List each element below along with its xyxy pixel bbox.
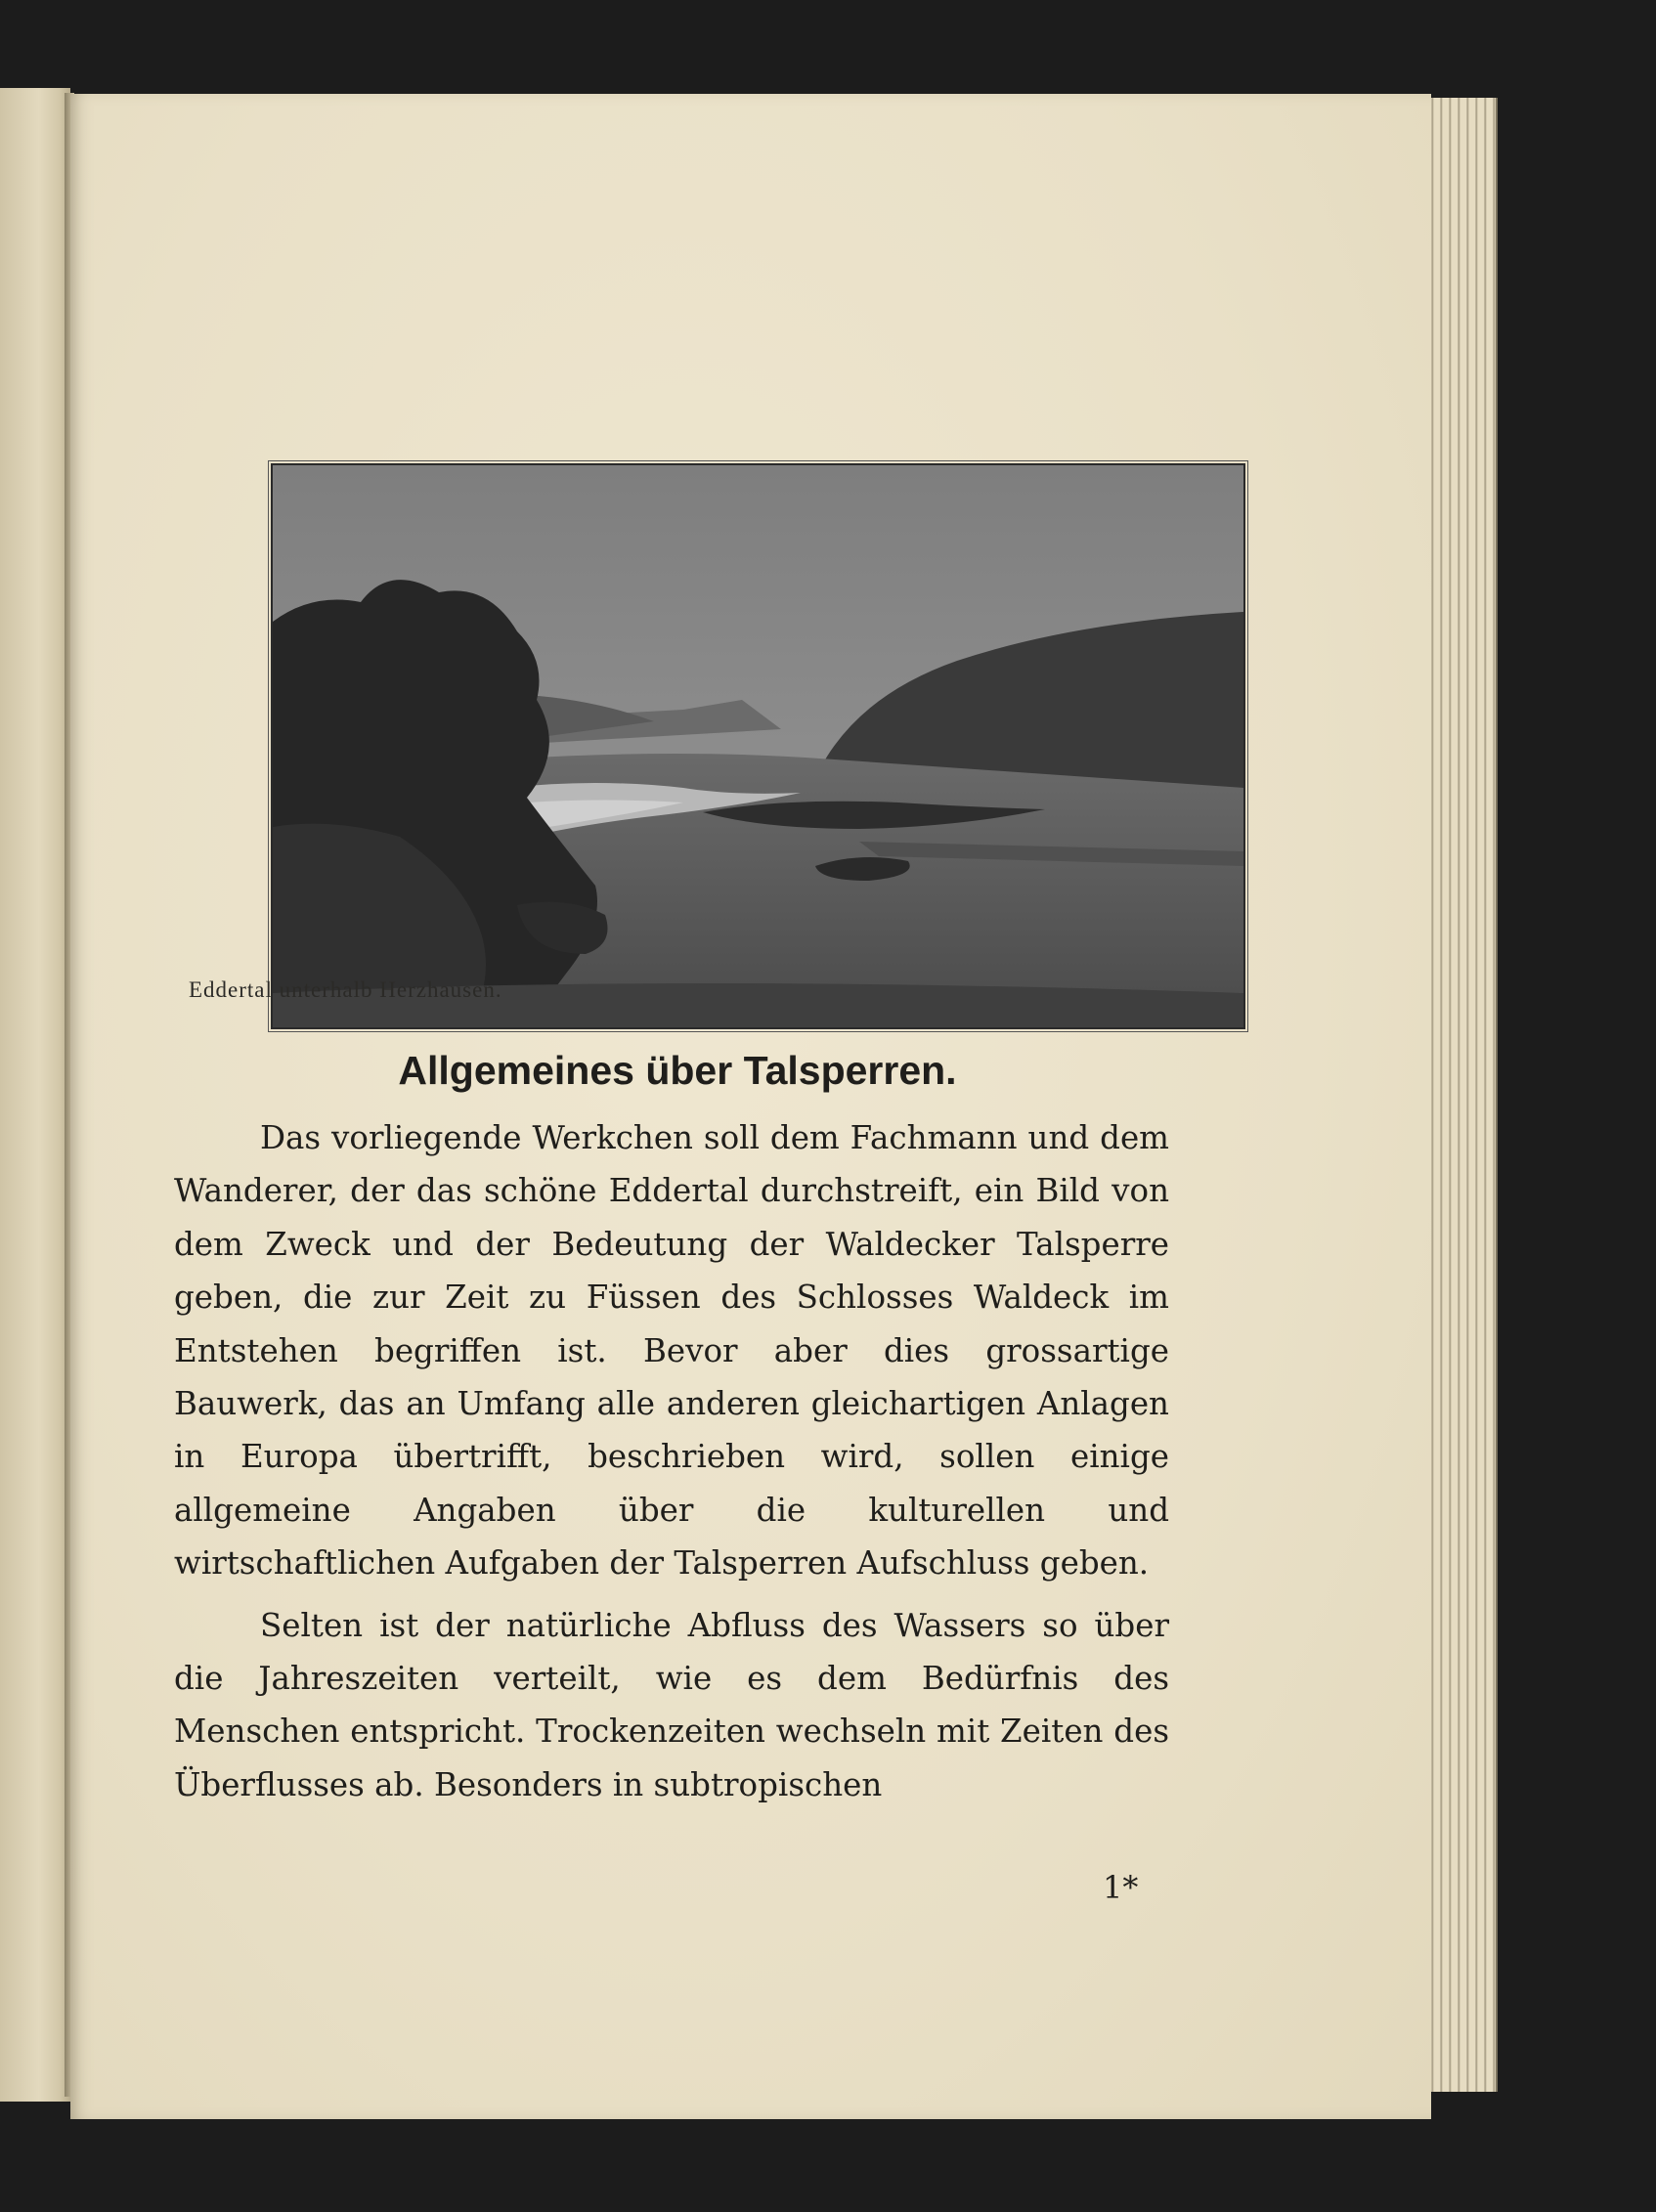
book-page <box>70 94 1431 2119</box>
paragraph: Das vorliegende Werkchen soll dem Fachmann und dem Wanderer, der das schöne Eddertal durchstreift, ein Bild von dem Zweck und der Bedeutung der Waldecker Talsperre geben, die zur Zeit zu Füssen des Schlosses Waldeck im Entstehen begriffen ist. Bevor aber dies grossartige Bauwerk, das an Umfang alle anderen gleichartigen Anlagen in Europa übertrifft, beschrieben wird, sollen einige allgemeine Angaben über die kulturellen und wirtschaftlichen Aufgaben der Talsperren Aufschluss geben. <box>174 1119 1169 1583</box>
left-page-edge <box>0 88 70 2102</box>
paragraph: Selten ist der natürliche Abfluss des Wassers so über die Jahreszeiten verteilt, wie es dem Bedürfnis des Menschen entspricht. Trockenzeiten wechseln mit Zeiten des Überflusses ab. Besonders in subtropischen <box>174 1606 1169 1803</box>
section-heading: Allgemeines über Talsperren. <box>398 1048 957 1093</box>
page-number: 1* <box>1103 1869 1139 1906</box>
photo-caption: Eddertal unterhalb Herzhausen. <box>189 977 502 1002</box>
landscape-photograph <box>271 463 1245 1029</box>
body-text <box>174 1111 1169 1811</box>
river-valley-illustration <box>273 465 1243 1027</box>
